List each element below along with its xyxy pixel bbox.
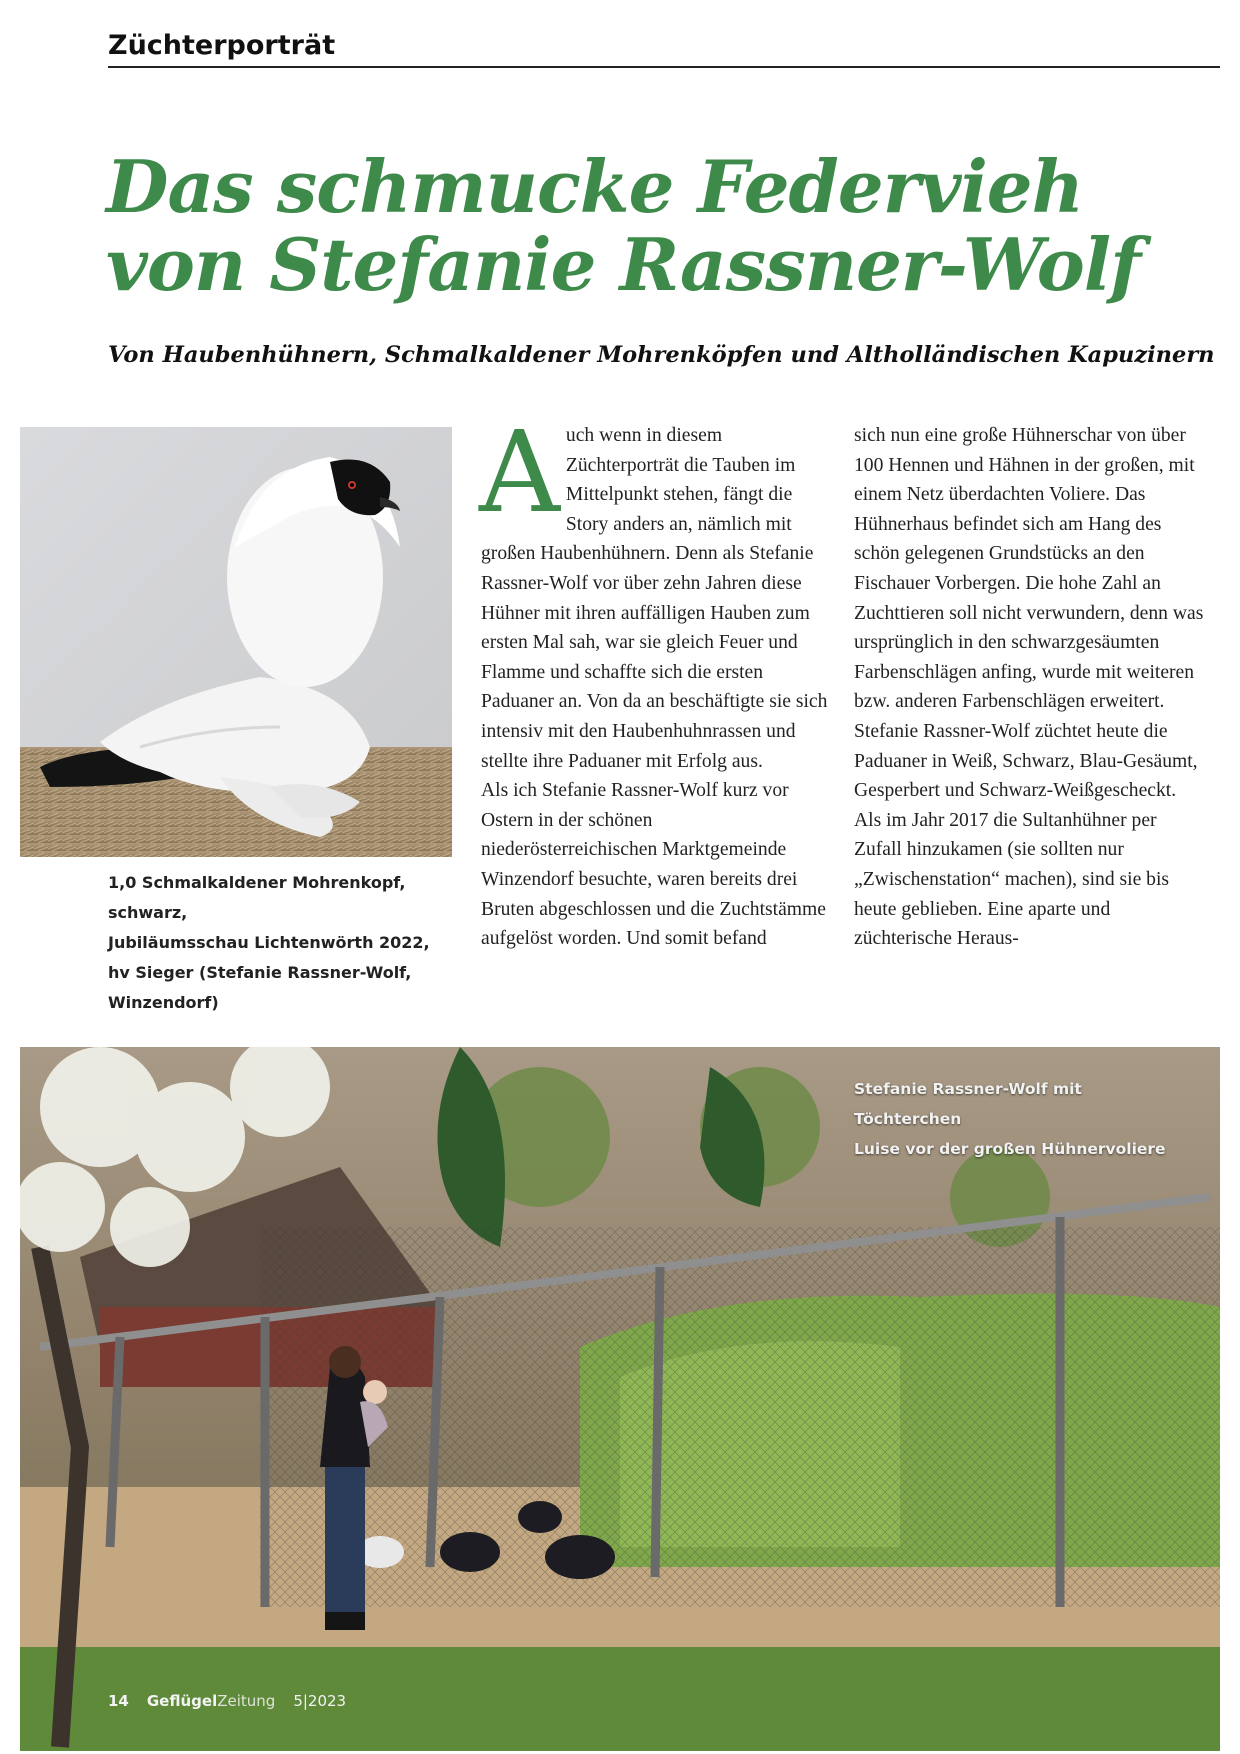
drop-cap: A [479, 408, 560, 538]
pigeon-caption-line-4: Winzendorf) [108, 993, 219, 1012]
page-number: 14 [108, 1692, 129, 1710]
pigeon-caption-line-1: 1,0 Schmalkaldener Mohrenkopf, schwarz, [108, 873, 406, 922]
section-rule [108, 66, 1220, 68]
section-label: Züchterporträt [108, 30, 336, 61]
pigeon-caption-line-3: hv Sieger (Stefanie Rassner-Wolf, [108, 963, 412, 982]
pigeon-photo [20, 427, 452, 857]
aviary-caption-line-1: Stefanie Rassner-Wolf mit Töchterchen [854, 1080, 1082, 1128]
article-paragraph-1 [479, 408, 833, 776]
aviary-caption-line-2: Luise vor der großen Hühnervoliere [854, 1140, 1166, 1158]
headline [106, 144, 1141, 307]
issue-number: 5|2023 [293, 1692, 347, 1710]
aviary-caption [854, 1074, 1194, 1164]
pigeon-caption [108, 868, 458, 1018]
article-column-1 [479, 408, 833, 954]
headline-line-2: von Stefanie Rassner-Wolf [106, 222, 1141, 307]
pigeon-caption-line-2: Jubiläumsschau Lichtenwörth 2022, [108, 933, 430, 952]
article-paragraph-2: Als ich Stefanie Rassner-Wolf kurz vor Ostern in der schönen niederösterreichischen Marktgemeinde Winzendorf besuchte, waren bereits drei Bruten abgeschlossen und die Zuchtstämme aufgelöst worden. Und somit befand [481, 780, 826, 950]
article-paragraph-1-text: uch wenn in diesem Züchterporträt die Tauben im Mittelpunkt stehen, fängt die Story anders an, nämlich mit großen Haubenhühnern. Denn als Stefanie Rassner-Wolf vor über zehn Jahren diese Hühner mit ihren auffälligen Hauben zum ersten Mal sah, war sie gleich Feuer und Flamme und schaffte sich die ersten Paduaner an. Von da an beschäftigte sie sich intensiv mit den Haubenhuhnrassen und stellte ihre Paduaner mit Erfolg aus. [481, 425, 828, 772]
article-column-2 [854, 421, 1206, 954]
article-paragraph-3: sich nun eine große Hühnerschar von über 100 Hennen und Hähnen in der großen, mit einem Netz überdachten Voliere. Das Hühnerhaus befindet sich am Hang des schön gelegenen Grundstücks an den Fischauer Vorbergen. Die hohe Zahl an Zuchttieren soll nicht verwundern, denn was ursprünglich in den schwarzgesäumten Farbenschlägen anfing, wurde mit weiteren bzw. anderen Farbenschlägen erweitert. Stefanie Rassner-Wolf züchtet heute die Paduaner in Weiß, Schwarz, Blau-Gesäumt, Gesperbert und Schwarz-Weißgescheckt. Als im Jahr 2017 die Sultanhühner per Zufall hinzukamen (sie sollten nur „Zwischenstation“ machen), sind sie bis heute geblieben. Eine aparte und züchterische Heraus- [854, 425, 1204, 950]
magazine-brand-light: Zeitung [217, 1692, 276, 1710]
page-footer [108, 1692, 346, 1710]
magazine-brand-bold: Geflügel [146, 1692, 218, 1710]
subheadline: Von Haubenhühnern, Schmalkaldener Mohrenköpfen und Altholländischen Kapuzinern [108, 342, 1215, 368]
headline-line-1: Das schmucke Federvieh [106, 144, 1083, 229]
